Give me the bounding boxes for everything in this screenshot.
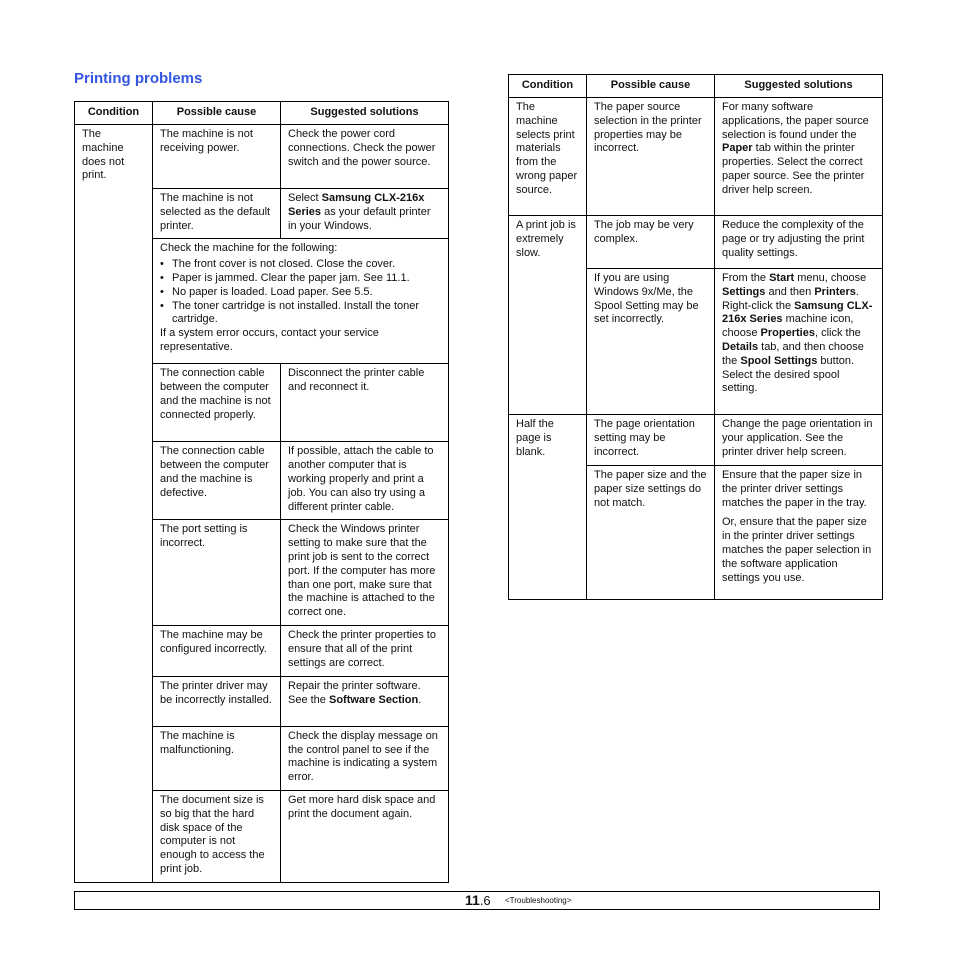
section-title: Printing problems xyxy=(74,70,203,87)
page-number-minor: .6 xyxy=(479,893,491,908)
list-item: • No paper is loaded. Load paper. See 5.5. xyxy=(160,286,441,300)
solution-cell: Check the display message on the control panel to see if the machine is indicating a system error. xyxy=(281,726,449,790)
solution-cell: Reduce the complexity of the page or try adjusting the print quality settings. xyxy=(715,216,883,269)
list-item: • Paper is jammed. Clear the paper jam. See 11.1. xyxy=(160,272,441,286)
table-header-row xyxy=(75,102,449,125)
solution-text: Repair the printer software. See the xyxy=(288,679,421,706)
solution-bold-text: Start xyxy=(769,272,795,284)
solution-text: and then xyxy=(765,285,815,298)
table-row xyxy=(509,216,883,269)
header-condition: Condition xyxy=(509,75,587,98)
solution-cell: Check the printer properties to ensure that all of the print settings are correct. xyxy=(281,626,449,676)
cause-cell: The paper size and the paper size settings do not match. xyxy=(587,466,715,600)
solution-text: button. Select the desired spool setting. xyxy=(722,354,855,395)
solution-cell: Disconnect the printer cable and reconnect it. xyxy=(281,364,449,442)
table-row xyxy=(75,125,449,189)
solution-cell xyxy=(715,98,883,216)
checklist xyxy=(160,258,441,327)
header-cause: Possible cause xyxy=(587,75,715,98)
cause-cell: The machine may be configured incorrectly. xyxy=(153,626,281,676)
solution-cell xyxy=(281,676,449,726)
checklist-cell xyxy=(153,239,449,364)
header-condition: Condition xyxy=(75,102,153,125)
solution-text: From the xyxy=(722,272,770,284)
cause-cell: The port setting is incorrect. xyxy=(153,520,281,626)
checklist-outro: If a system error occurs, contact your service representative. xyxy=(160,327,379,353)
cause-cell: The machine is not selected as the default printer. xyxy=(153,189,281,239)
list-item: • The toner cartridge is not installed. Install the toner cartridge. xyxy=(160,300,441,328)
page-number xyxy=(465,892,491,909)
cause-cell: The paper source selection in the printer properties may be incorrect. xyxy=(587,98,715,216)
cause-cell: The document size is so big that the hard disk space of the computer is not enough to access the print job. xyxy=(153,790,281,882)
header-solution: Suggested solutions xyxy=(281,102,449,125)
solution-text: menu, choose xyxy=(794,272,867,284)
solution-bold-text: Properties xyxy=(760,327,815,340)
cause-cell: The connection cable between the computer and the machine is not connected properly. xyxy=(153,364,281,442)
solution-bold-text: Software Section xyxy=(328,693,419,706)
solution-text: machine icon, choose xyxy=(722,313,854,340)
solution-bold-text: Paper xyxy=(722,142,753,155)
cause-cell: If you are using Windows 9x/Me, the Spool Setting may be set incorrectly. xyxy=(587,269,715,415)
list-item: • The front cover is not closed. Close the cover. xyxy=(160,258,441,272)
printing-problems-table-right xyxy=(508,74,883,600)
table-header-row xyxy=(509,75,883,98)
checklist-intro: Check the machine for the following: xyxy=(160,242,338,255)
condition-cell: The machine selects print materials from the wrong paper source. xyxy=(509,98,587,216)
condition-cell: A print job is extremely slow. xyxy=(509,216,587,415)
solution-text: . Right-click the xyxy=(722,285,859,312)
cause-cell: The machine is malfunctioning. xyxy=(153,726,281,790)
solution-bold-text: Spool Settings xyxy=(740,354,818,367)
solution-bold-text: Settings xyxy=(722,285,766,298)
solution-bold-text: Details xyxy=(722,340,759,353)
cause-cell: The printer driver may be incorrectly installed. xyxy=(153,676,281,726)
table-row xyxy=(509,98,883,216)
solution-cell xyxy=(281,189,449,239)
table-row xyxy=(509,415,883,466)
solution-bold-text: Printers xyxy=(814,285,856,298)
condition-cell: The machine does not print. xyxy=(75,125,153,883)
solution-cell: Change the page orientation in your application. See the printer driver help screen. xyxy=(715,415,883,466)
solution-bold-text: Samsung CLX-216x Series xyxy=(288,192,425,218)
solution-cell: Check the power cord connections. Check the power switch and the power source. xyxy=(281,125,449,189)
solution-cell: Get more hard disk space and print the document again. xyxy=(281,790,449,882)
solution-paragraph: Or, ensure that the paper size in the printer driver settings matches the paper selection in the software application settings you use. xyxy=(722,516,872,584)
solution-text: . xyxy=(418,693,422,706)
cause-cell: The connection cable between the computer and the machine is defective. xyxy=(153,442,281,520)
solution-text: tab, and then choose the xyxy=(722,340,864,367)
cause-cell: The job may be very complex. xyxy=(587,216,715,269)
solution-paragraph: Ensure that the paper size in the printer driver settings matches the paper in the tray. xyxy=(722,469,867,509)
solution-text: , click the xyxy=(814,327,861,340)
page-footer xyxy=(74,891,880,910)
cause-cell: The page orientation setting may be incorrect. xyxy=(587,415,715,466)
solution-cell: If possible, attach the cable to another computer that is working properly and print a job. You can also try using a different printer cable. xyxy=(281,442,449,520)
page-number-major: 11 xyxy=(465,892,480,908)
solution-text: For many software applications, the paper source selection is found under the xyxy=(722,101,869,141)
solution-text: Select xyxy=(288,192,322,204)
header-cause: Possible cause xyxy=(153,102,281,125)
solution-text: tab within the printer properties. Select the correct paper source. See the printer driver help screen. xyxy=(722,142,865,196)
chapter-label: <Troubleshooting> xyxy=(505,896,572,905)
solution-cell xyxy=(715,269,883,415)
solution-cell: Check the Windows printer setting to make sure that the print job is sent to the correct port. If the computer has more than one port, make sure that the machine is attached to the correct one. xyxy=(281,520,449,626)
printing-problems-table-left xyxy=(74,101,449,883)
cause-cell: The machine is not receiving power. xyxy=(153,125,281,189)
header-solution: Suggested solutions xyxy=(715,75,883,98)
solution-cell xyxy=(715,466,883,600)
condition-cell: Half the page is blank. xyxy=(509,415,587,600)
solution-text: as your default printer in your Windows. xyxy=(288,205,431,232)
solution-bold-text: Samsung CLX-216x Series xyxy=(722,299,873,326)
